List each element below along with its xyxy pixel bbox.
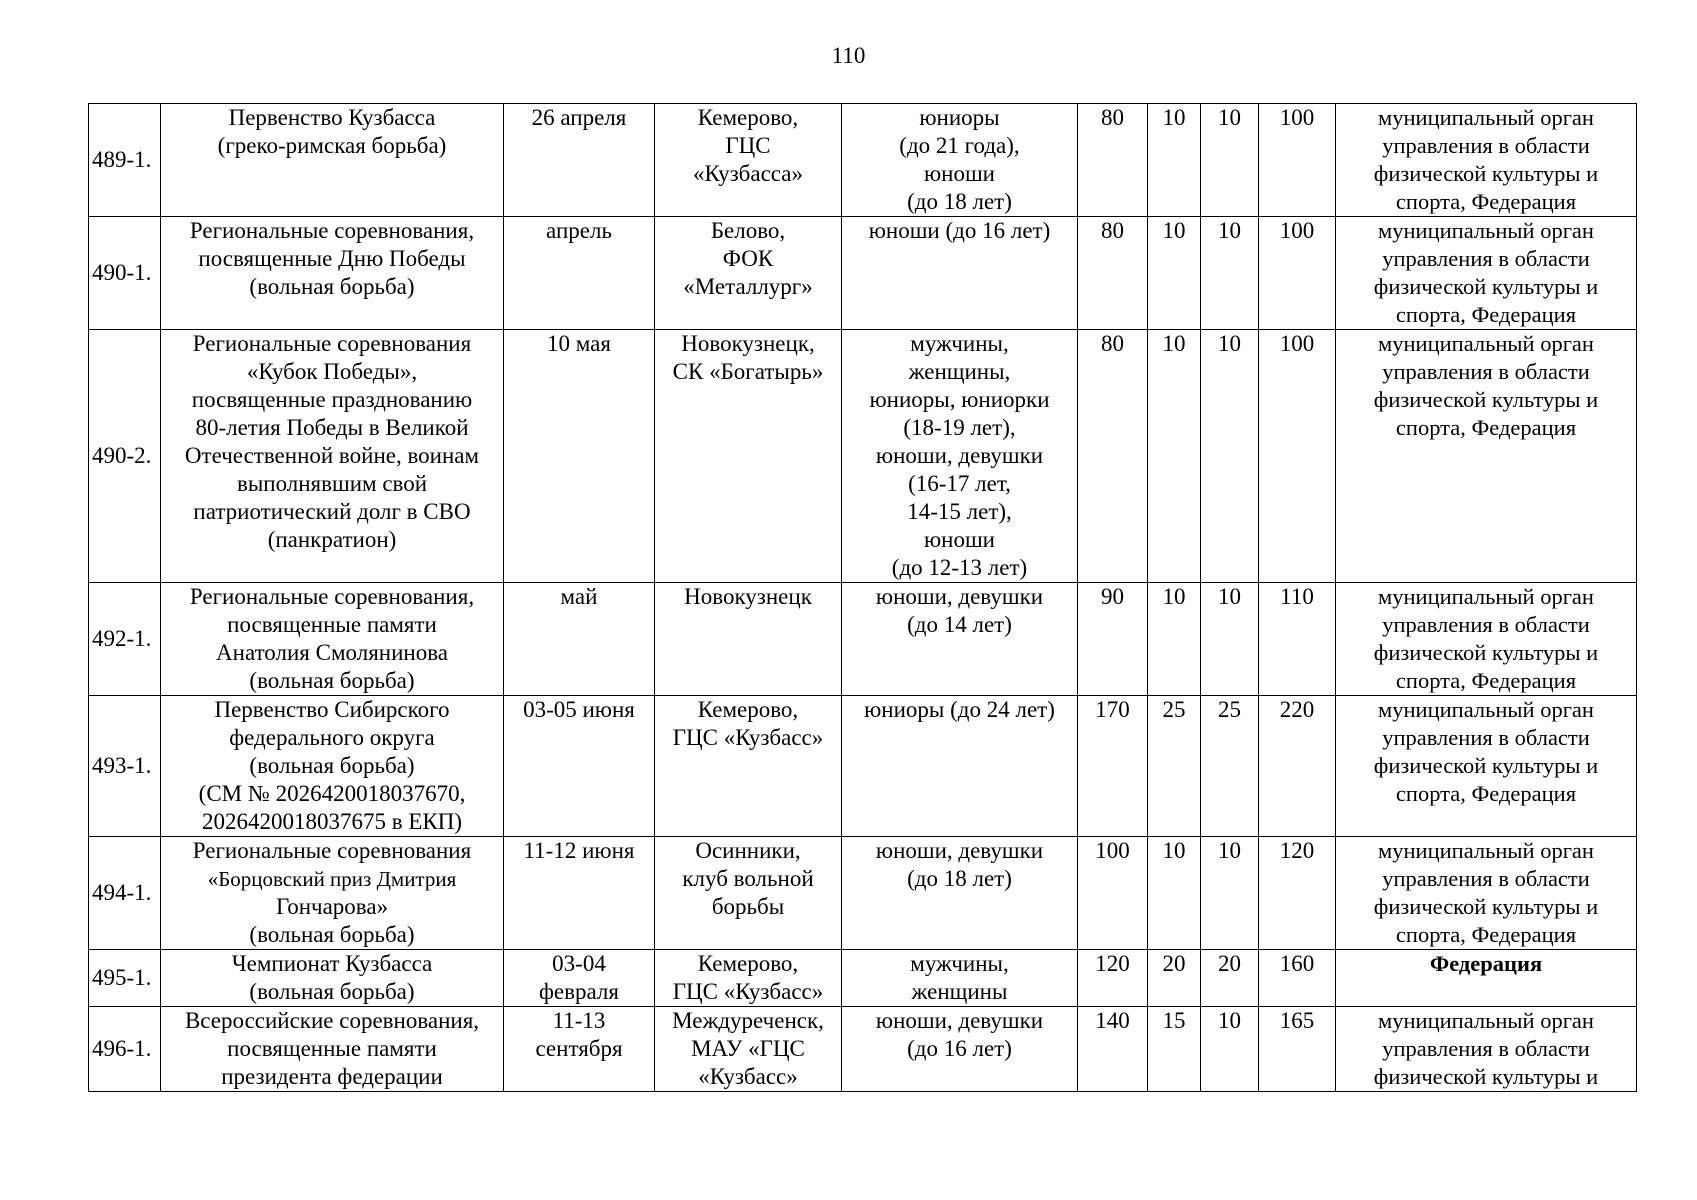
event-place-line: СК «Богатырь» <box>672 359 824 384</box>
event-name-line: (греко-римская борьба) <box>217 133 447 158</box>
participant-category-line: юноши, девушки <box>875 838 1044 863</box>
total-count-cell: 160 <box>1259 950 1336 1007</box>
coaches-count-cell: 15 <box>1148 1007 1201 1092</box>
event-name-line: «Кубок Победы», <box>246 359 418 384</box>
event-place-line: «Кузбасс» <box>698 1064 798 1089</box>
event-place-line: ФОК <box>722 246 774 271</box>
event-date-line: 26 апреля <box>531 105 627 130</box>
event-name-line: федерального округа <box>229 725 435 750</box>
event-name-line: Региональные соревнования, <box>189 584 475 609</box>
table-row <box>89 104 1637 217</box>
event-place-line: Кемерово, <box>697 697 799 722</box>
event-place-cell <box>655 696 842 837</box>
event-name-line: 80-летия Победы в Великой <box>195 415 469 440</box>
event-name-line: Региональные соревнования, <box>189 218 475 243</box>
event-name-cell <box>161 104 504 217</box>
participant-category-line: женщины <box>911 979 1008 1004</box>
participant-category-line: юниоры (до 24 лет) <box>864 697 1055 722</box>
event-date-line: 03-05 июня <box>523 697 635 722</box>
participant-category-cell <box>842 1007 1078 1092</box>
total-count-cell: 220 <box>1259 696 1336 837</box>
event-place-line: «Кузбасса» <box>692 161 803 186</box>
event-date-line: 11-12 июня <box>523 838 635 863</box>
athletes-count-cell: 80 <box>1078 104 1148 217</box>
coaches-count-cell: 10 <box>1148 837 1201 950</box>
row-number-cell: 495-1. <box>89 950 161 1007</box>
organizer-line: физической культуры и <box>1373 894 1599 919</box>
event-place-line: Кемерово, <box>697 951 799 976</box>
participant-category-line: мужчины, <box>910 331 1009 356</box>
organizer-cell <box>1336 696 1637 837</box>
event-date-cell <box>504 696 655 837</box>
event-name-line: посвященные Дню Победы <box>198 246 466 271</box>
event-date-line: 03-04 <box>552 951 606 976</box>
participant-category-cell <box>842 330 1078 583</box>
event-date-line: май <box>560 584 598 609</box>
event-name-cell <box>161 950 504 1007</box>
participant-category-line: (16-17 лет, <box>908 471 1011 496</box>
event-name-line: Первенство Сибирского <box>214 697 450 722</box>
event-name-line: Отечественной войне, воинам <box>184 443 480 468</box>
event-date-line: сентября <box>535 1036 623 1061</box>
organizer-line: физической культуры и <box>1373 753 1599 778</box>
event-place-line: ГЦС «Кузбасс» <box>672 725 824 750</box>
organizer-cell <box>1336 837 1637 950</box>
participant-category-line: (до 21 года), <box>899 133 1020 158</box>
participant-category-cell <box>842 696 1078 837</box>
organizer-line: спорта, Федерация <box>1395 781 1577 806</box>
participant-category-line: юноши, девушки <box>875 1008 1044 1033</box>
total-count-cell: 165 <box>1259 1007 1336 1092</box>
participant-category-cell <box>842 104 1078 217</box>
event-name-line: «Борцовский приз Дмитрия <box>207 867 457 891</box>
organizer-cell <box>1336 217 1637 330</box>
event-place-line: ГЦС <box>725 133 771 158</box>
organizer-line: муниципальный орган <box>1378 838 1594 863</box>
table-row <box>89 217 1637 330</box>
event-name-line: Первенство Кузбасса <box>228 105 436 130</box>
event-name-cell <box>161 1007 504 1092</box>
organizer-line: спорта, Федерация <box>1395 922 1577 947</box>
event-name-line: президента федерации <box>221 1064 443 1089</box>
event-place-line: «Металлург» <box>683 274 813 299</box>
organizer-line: физической культуры и <box>1373 387 1599 412</box>
participant-category-line: (до 18 лет) <box>907 189 1012 214</box>
event-name-line: посвященные празднованию <box>191 387 473 412</box>
table-row <box>89 950 1637 1007</box>
event-name-line: Региональные соревнования <box>192 838 472 863</box>
participant-category-line: юноши, девушки <box>875 584 1044 609</box>
organizer-line: спорта, Федерация <box>1395 302 1577 327</box>
event-name-cell <box>161 583 504 696</box>
event-name-cell <box>161 696 504 837</box>
event-name-cell <box>161 330 504 583</box>
organizer-cell <box>1336 1007 1637 1092</box>
event-place-line: Новокузнецк, <box>681 331 815 356</box>
organizer-line: управления в области <box>1382 359 1590 384</box>
table-row <box>89 583 1637 696</box>
table-row <box>89 696 1637 837</box>
coaches-count-cell: 10 <box>1148 104 1201 217</box>
participant-category-line: юниоры, юниорки <box>869 387 1050 412</box>
event-date-line: апрель <box>546 218 612 243</box>
organizer-line: спорта, Федерация <box>1395 415 1577 440</box>
organizer-cell <box>1336 330 1637 583</box>
event-name-cell <box>161 217 504 330</box>
judges-count-cell: 10 <box>1201 330 1259 583</box>
athletes-count-cell: 120 <box>1078 950 1148 1007</box>
participant-category-line: (до 18 лет) <box>907 866 1012 891</box>
participant-category-cell <box>842 583 1078 696</box>
organizer-line: управления в области <box>1382 133 1590 158</box>
event-place-line: Осинники, <box>695 838 801 863</box>
total-count-cell: 100 <box>1259 104 1336 217</box>
participant-category-cell <box>842 837 1078 950</box>
coaches-count-cell: 10 <box>1148 217 1201 330</box>
event-name-line: (вольная борьба) <box>249 922 415 947</box>
organizer-line: муниципальный орган <box>1378 218 1594 243</box>
total-count-cell: 120 <box>1259 837 1336 950</box>
coaches-count-cell: 10 <box>1148 330 1201 583</box>
event-place-line: МАУ «ГЦС <box>691 1036 805 1061</box>
participant-category-line: (до 16 лет) <box>907 1036 1012 1061</box>
event-place-line: Белово, <box>710 218 786 243</box>
event-date-cell <box>504 330 655 583</box>
event-date-cell <box>504 104 655 217</box>
participant-category-line: мужчины, <box>910 951 1009 976</box>
organizer-cell <box>1336 950 1637 1007</box>
organizer-cell <box>1336 583 1637 696</box>
event-place-cell <box>655 104 842 217</box>
athletes-count-cell: 80 <box>1078 330 1148 583</box>
coaches-count-cell: 20 <box>1148 950 1201 1007</box>
organizer-line: муниципальный орган <box>1378 1008 1594 1033</box>
row-number-cell: 489-1. <box>89 104 161 217</box>
judges-count-cell: 10 <box>1201 583 1259 696</box>
participant-category-line: женщины, <box>908 359 1011 384</box>
table-row <box>89 330 1637 583</box>
event-place-cell <box>655 330 842 583</box>
athletes-count-cell: 80 <box>1078 217 1148 330</box>
organizer-cell <box>1336 104 1637 217</box>
event-date-line: 11-13 <box>552 1008 606 1033</box>
event-date-line: февраля <box>539 979 619 1004</box>
event-date-line: 10 мая <box>547 331 611 356</box>
participant-category-line: юноши <box>923 161 995 186</box>
event-place-cell <box>655 837 842 950</box>
participant-category-line: (18-19 лет), <box>903 415 1016 440</box>
organizer-line: управления в области <box>1382 1036 1590 1061</box>
organizer-line: муниципальный орган <box>1378 105 1594 130</box>
event-name-line: Гончарова» <box>275 894 389 919</box>
organizer-line: управления в области <box>1382 246 1590 271</box>
event-name-line: Региональные соревнования <box>192 331 472 356</box>
athletes-count-cell: 170 <box>1078 696 1148 837</box>
athletes-count-cell: 90 <box>1078 583 1148 696</box>
row-number-cell: 490-1. <box>89 217 161 330</box>
event-name-line: посвященные памяти <box>227 612 437 637</box>
event-name-line: (СМ № 2026420018037670, <box>198 781 466 806</box>
row-number-cell: 490-2. <box>89 330 161 583</box>
event-name-line: посвященные памяти <box>227 1036 437 1061</box>
organizer-line: Федерация <box>1429 951 1543 976</box>
event-name-line: Чемпионат Кузбасса <box>231 951 433 976</box>
athletes-count-cell: 140 <box>1078 1007 1148 1092</box>
event-name-line: 2026420018037675 в ЕКП) <box>201 809 463 834</box>
table-row <box>89 1007 1637 1092</box>
event-place-line: Новокузнецк <box>684 584 812 609</box>
event-place-cell <box>655 583 842 696</box>
coaches-count-cell: 25 <box>1148 696 1201 837</box>
judges-count-cell: 25 <box>1201 696 1259 837</box>
athletes-count-cell: 100 <box>1078 837 1148 950</box>
row-number-cell: 492-1. <box>89 583 161 696</box>
participant-category-line: 14-15 лет), <box>907 499 1012 524</box>
organizer-line: спорта, Федерация <box>1395 668 1577 693</box>
coaches-count-cell: 10 <box>1148 583 1201 696</box>
event-name-line: (вольная борьба) <box>249 668 415 693</box>
participant-category-line: (до 12-13 лет) <box>891 555 1028 580</box>
event-place-line: борьбы <box>711 894 785 919</box>
event-place-line: клуб вольной <box>682 866 814 891</box>
organizer-line: физической культуры и <box>1373 640 1599 665</box>
event-name-line: выполнявшим свой <box>236 471 428 496</box>
event-date-cell <box>504 583 655 696</box>
event-name-line: патриотический долг в СВО <box>193 499 471 524</box>
event-place-line: ГЦС «Кузбасс» <box>672 979 824 1004</box>
event-name-line: Анатолия Смолянинова <box>216 640 448 665</box>
organizer-line: муниципальный орган <box>1378 331 1594 356</box>
event-place-line: Кемерово, <box>697 105 799 130</box>
organizer-line: муниципальный орган <box>1378 584 1594 609</box>
judges-count-cell: 20 <box>1201 950 1259 1007</box>
participant-category-line: юноши <box>923 527 995 552</box>
event-place-cell <box>655 217 842 330</box>
page-number: 110 <box>831 43 866 68</box>
organizer-line: физической культуры и <box>1373 1064 1599 1089</box>
total-count-cell: 110 <box>1259 583 1336 696</box>
event-name-cell <box>161 837 504 950</box>
organizer-line: физической культуры и <box>1373 274 1599 299</box>
event-name-line: (вольная борьба) <box>249 979 415 1004</box>
organizer-line: муниципальный орган <box>1378 697 1594 722</box>
participant-category-line: юноши (до 16 лет) <box>868 218 1051 243</box>
event-name-line: Всероссийские соревнования, <box>184 1008 480 1033</box>
row-number-cell: 496-1. <box>89 1007 161 1092</box>
organizer-line: управления в области <box>1382 866 1590 891</box>
organizer-line: управления в области <box>1382 725 1590 750</box>
event-name-line: (панкратион) <box>267 527 397 552</box>
judges-count-cell: 10 <box>1201 104 1259 217</box>
event-date-cell <box>504 950 655 1007</box>
event-place-cell <box>655 1007 842 1092</box>
row-number-cell: 494-1. <box>89 837 161 950</box>
total-count-cell: 100 <box>1259 330 1336 583</box>
event-date-cell <box>504 217 655 330</box>
participant-category-cell <box>842 217 1078 330</box>
events-table <box>88 103 1637 1092</box>
organizer-line: спорта, Федерация <box>1395 189 1577 214</box>
event-place-cell <box>655 950 842 1007</box>
participant-category-cell <box>842 950 1078 1007</box>
judges-count-cell: 10 <box>1201 217 1259 330</box>
event-date-cell <box>504 837 655 950</box>
event-date-cell <box>504 1007 655 1092</box>
judges-count-cell: 10 <box>1201 837 1259 950</box>
organizer-line: управления в области <box>1382 612 1590 637</box>
judges-count-cell: 10 <box>1201 1007 1259 1092</box>
row-number-cell: 493-1. <box>89 696 161 837</box>
participant-category-line: юноши, девушки <box>875 443 1044 468</box>
event-name-line: (вольная борьба) <box>249 274 415 299</box>
total-count-cell: 100 <box>1259 217 1336 330</box>
organizer-line: физической культуры и <box>1373 161 1599 186</box>
event-place-line: Междуреченск, <box>672 1008 824 1033</box>
event-name-line: (вольная борьба) <box>249 753 415 778</box>
participant-category-line: юниоры <box>919 105 1000 130</box>
table-row <box>89 837 1637 950</box>
participant-category-line: (до 14 лет) <box>907 612 1012 637</box>
